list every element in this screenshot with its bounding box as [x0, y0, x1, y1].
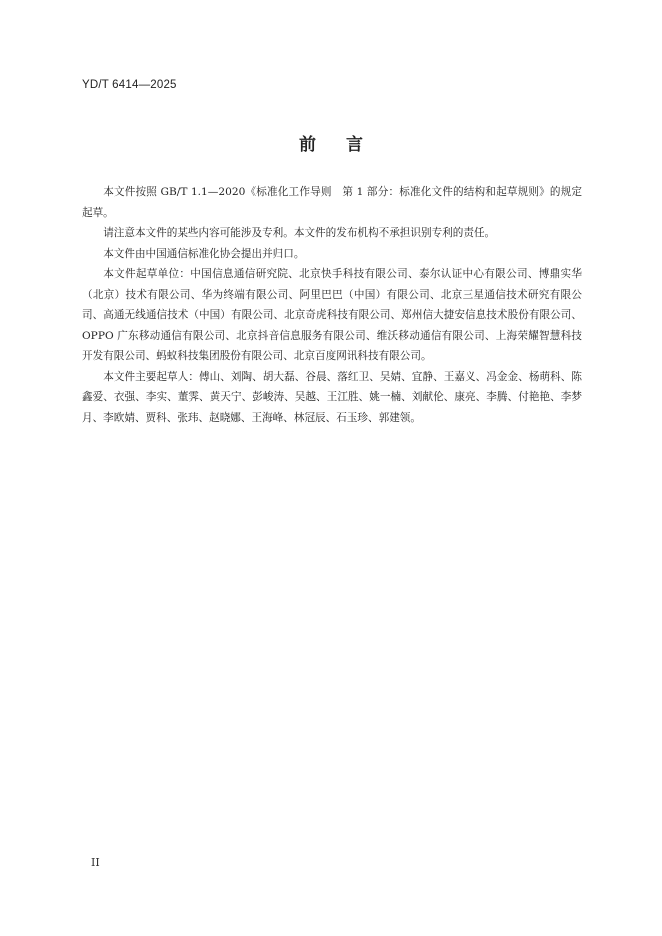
paragraph-drafting-units: 本文件起草单位：中国信息通信研究院、北京快手科技有限公司、泰尔认证中心有限公司、博鼎实华（北京）技术有限公司、华为终端有限公司、阿里巴巴（中国）有限公司、北京三星通信技术研究有限公司、高通无线通信技术（中国）有限公司、北京奇虎科技有限公司、郑州信大捷安信息技术股份有限公司、OPPO 广东移动通信有限公司、北京抖音信息服务有限公司、维沃移动通信有限公司、上海荣耀智慧科技开发有限公司、蚂蚁科技集团股份有限公司、北京百度网讯科技有限公司。	[82, 268, 582, 362]
foreword-body	[82, 182, 582, 428]
page-title	[0, 130, 662, 155]
paragraph-patent-notice: 请注意本文件的某些内容可能涉及专利。本文件的发布机构不承担识别专利的责任。	[103, 227, 496, 239]
paragraph-proposer: 本文件由中国通信标准化协会提出并归口。	[103, 247, 305, 260]
page-title-char-2: 言	[346, 135, 363, 155]
page-number: II	[91, 856, 100, 869]
paragraph-drafters: 本文件主要起草人：傅山、刘陶、胡大磊、谷晨、落红卫、吴婧、宜静、王嘉义、冯金金、杨萌科、陈鑫爱、衣强、李实、董霁、黄天宁、彭峻涛、吴越、王江胜、姚一楠、刘献伦、康亮、李腾、付艳艳、李梦月、李欧婧、贾科、张玮、赵晓娜、王海峰、林冠辰、石玉珍、郭建领。	[82, 370, 582, 424]
page-title-char-1: 前	[299, 135, 316, 155]
standard-code: YD/T 6414—2025	[82, 79, 177, 91]
paragraph-drafting-basis: 本文件按照 GB/T 1.1—2020《标准化工作导则 第 1 部分：标准化文件的结构和起草规则》的规定起草。	[82, 186, 582, 219]
